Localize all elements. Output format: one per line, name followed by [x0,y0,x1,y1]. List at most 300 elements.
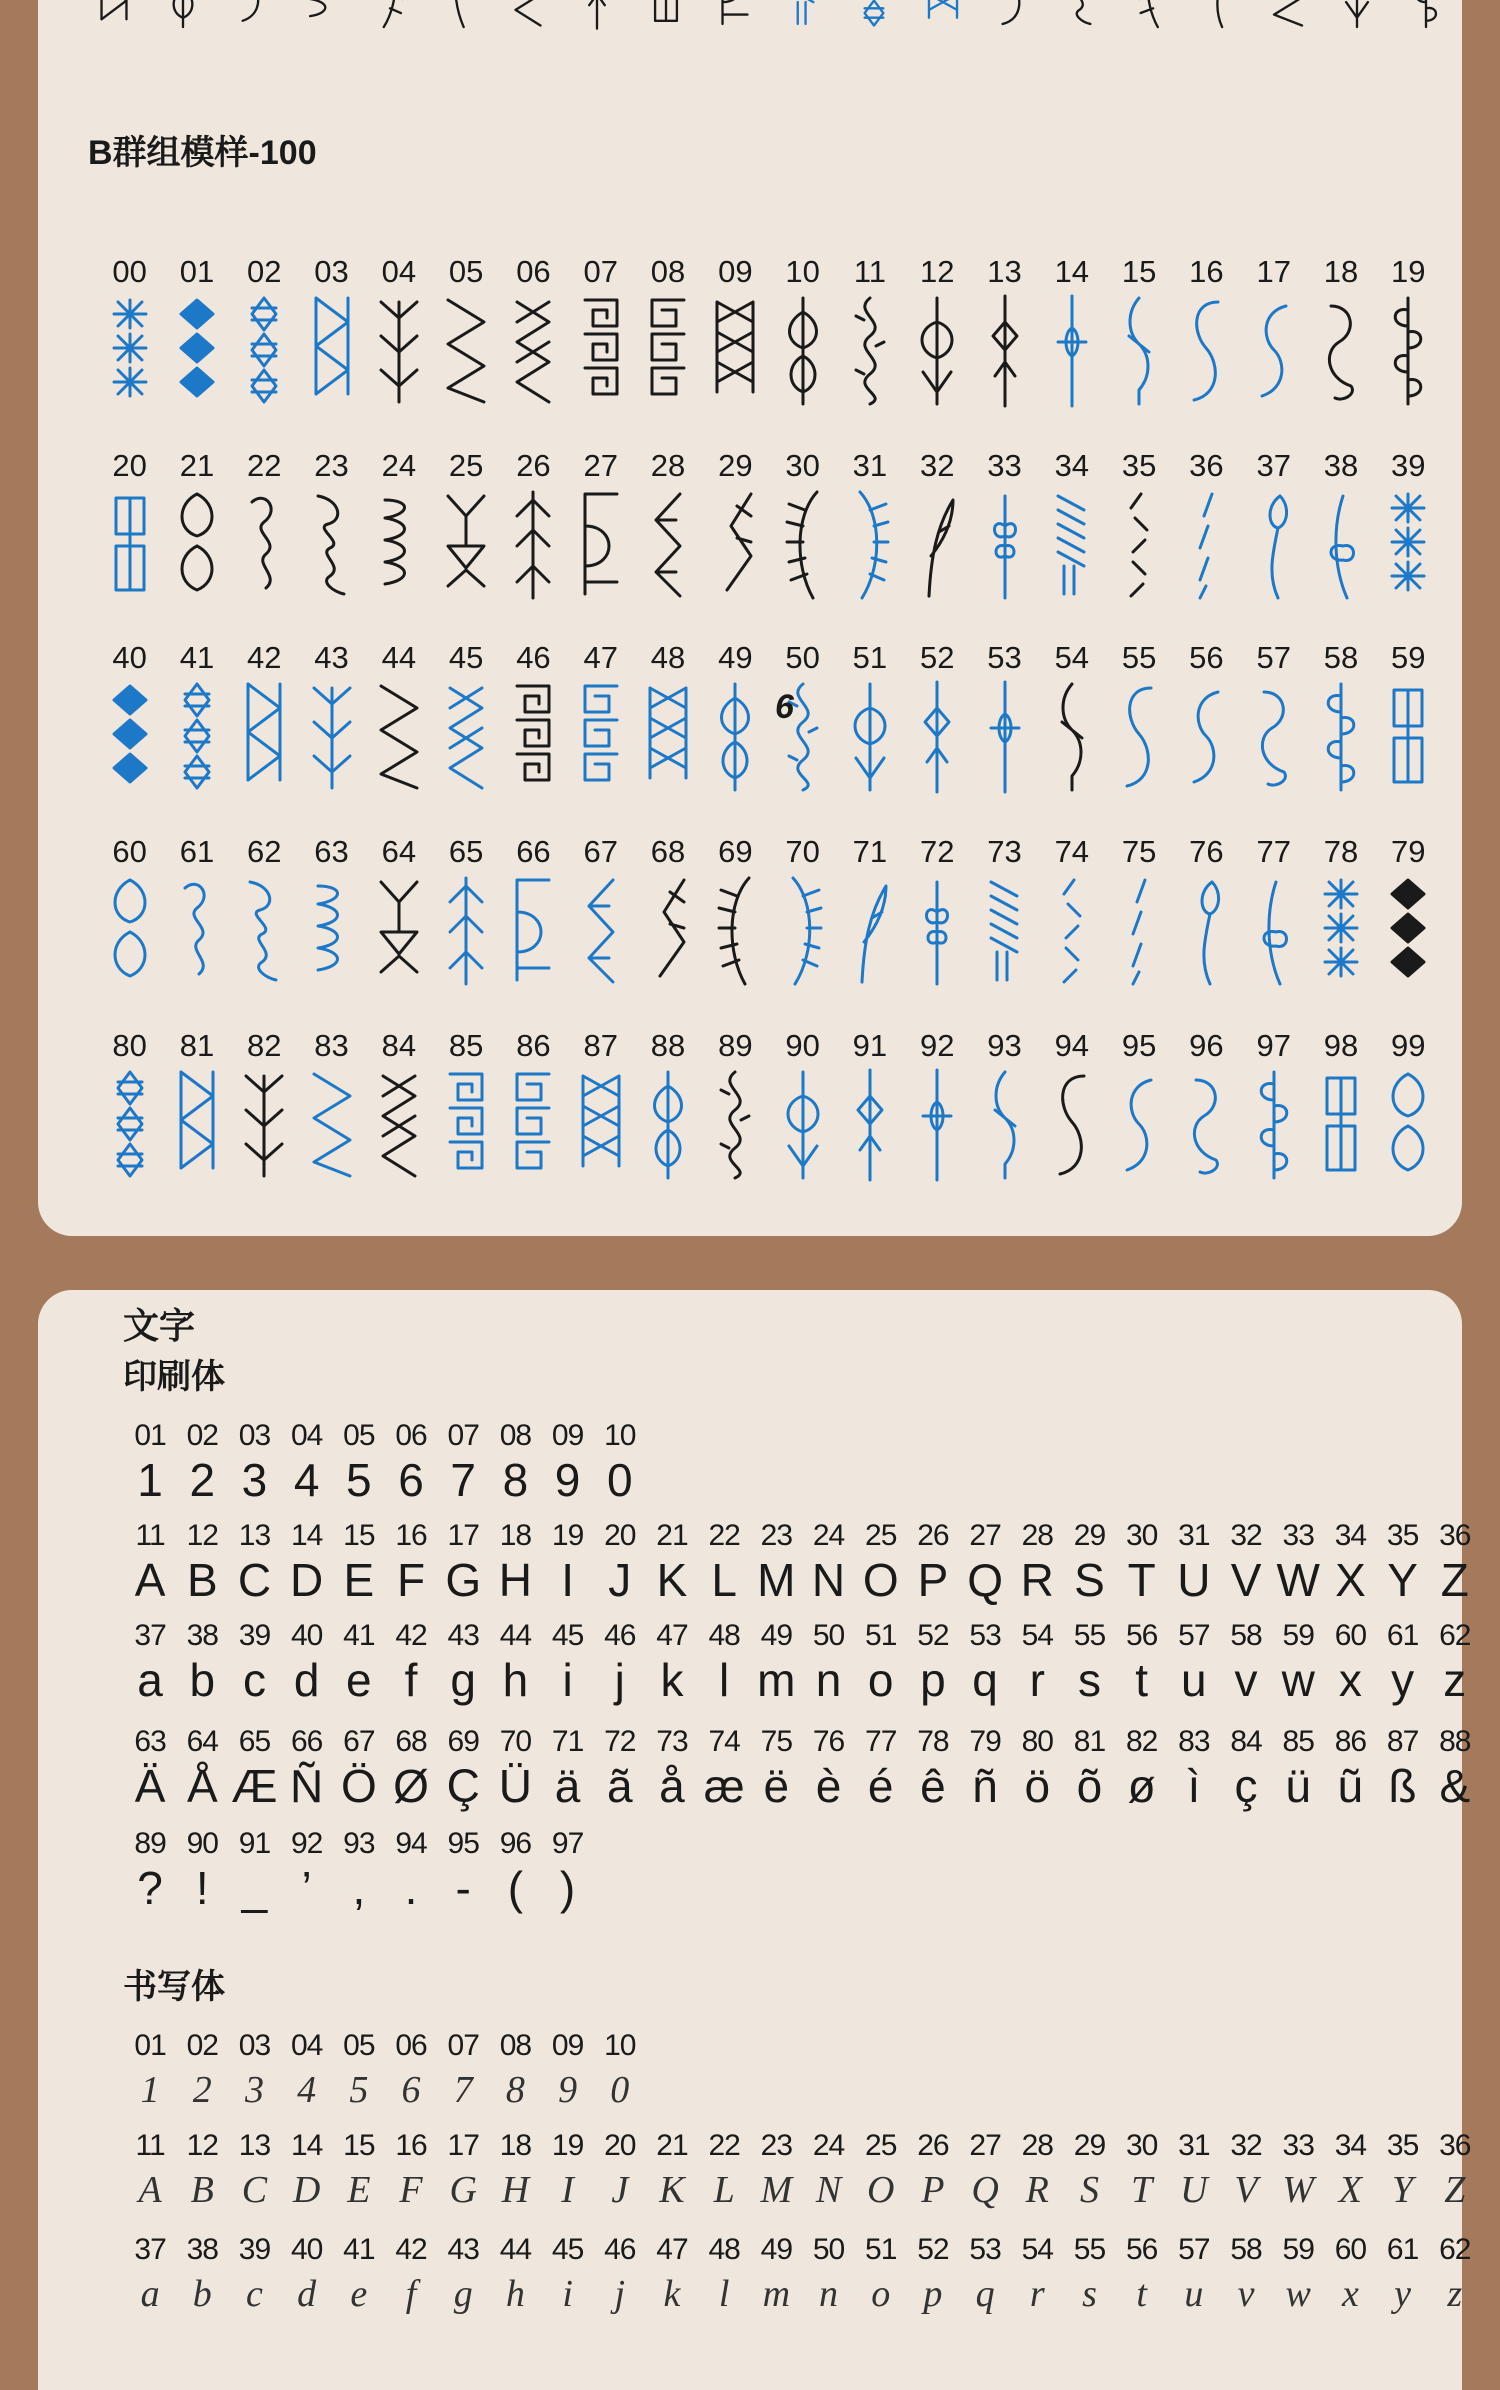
letter-number: 23 [760,1519,793,1552]
stitch-pattern-icon [1240,292,1307,410]
stitch-pattern-icon [1375,1066,1442,1184]
letter-glyph: Å [186,1760,218,1812]
letter-glyph: X [1335,1554,1366,1606]
stitch-pattern-icon [702,292,769,410]
letter-glyph: g [450,1654,477,1706]
letter-glyph: ä [554,1760,581,1812]
pattern-number: 77 [1256,834,1291,869]
pattern-number: 75 [1121,834,1157,869]
pattern-number: 99 [1391,1028,1426,1063]
pattern-number: 73 [987,834,1022,869]
letter-number: 01 [134,1419,166,1452]
letter-number: 82 [1125,1725,1158,1758]
letter-number: 62 [1439,1619,1471,1652]
stitch-pattern-icon [1307,292,1374,410]
stitch-pattern-icon [163,292,230,410]
letter-glyph: K [656,1554,688,1606]
letter-number: 51 [865,2233,897,2266]
letter-glyph: k [660,1654,684,1706]
pattern-number: 55 [1121,640,1157,675]
letter-number: 25 [865,2129,897,2162]
letter-number: 08 [499,2029,532,2062]
letter-glyph: é [867,1760,894,1812]
letter-glyph: 9 [558,2069,578,2111]
letter-glyph: ñ [972,1760,998,1812]
letter-glyph: U [1177,1554,1211,1606]
letter-number: 52 [917,1619,949,1652]
pattern-number: 27 [583,448,618,483]
letter-glyph: i [562,1654,573,1706]
pattern-number: 54 [1054,640,1090,675]
stitch-pattern-icon [365,872,432,990]
letter-number: 03 [238,1419,271,1452]
letter-glyph: 2 [189,1454,216,1506]
letter-number: 50 [812,1619,845,1652]
letter-number: 66 [290,1725,323,1758]
stitch-pattern-icon [432,678,499,796]
letter-number: 88 [1439,1725,1471,1758]
letter-number: 27 [969,1519,1001,1552]
letter-panel [38,1290,1471,2390]
stitch-pattern-icon [365,292,432,410]
pattern-number: 10 [785,254,820,289]
pattern-number: 42 [247,640,282,675]
letter-glyph: ! [195,1862,209,1914]
letter-number: 61 [1386,2233,1419,2266]
stitch-pattern-icon [904,292,971,410]
stitch-pattern-icon [904,678,971,796]
letter-number: 42 [395,1619,427,1652]
letter-number: 52 [917,2233,949,2266]
letter-glyph: x [1341,2273,1359,2315]
pattern-number: 13 [987,254,1022,289]
letter-glyph: l [719,1654,730,1706]
letter-number: 92 [290,1827,323,1860]
stitch-pattern-icon [432,872,499,990]
pattern-number: 78 [1323,834,1359,869]
stitch-pattern-icon [231,1066,298,1184]
letter-number: 54 [1021,1619,1053,1652]
pattern-number: 40 [112,640,147,675]
letter-number: 10 [604,1419,636,1452]
stitch-pattern-icon [1375,486,1442,604]
letter-glyph: q [975,2273,995,2315]
section-b-title: B群组模样-100 [88,134,317,172]
stitch-pattern-icon [298,872,365,990]
letter-number: 62 [1439,2233,1471,2266]
letter-glyph: ö [1024,1760,1051,1812]
letter-number: 51 [865,1619,897,1652]
letter-number: 61 [1386,1619,1419,1652]
stitch-pattern-icon [1173,292,1240,410]
partial-pattern-icon [90,0,138,52]
letter-number: 24 [812,2129,845,2162]
letter-number: 24 [812,1519,845,1552]
stitch-pattern-icon [1105,486,1172,604]
pattern-number: 01 [179,254,215,289]
pattern-number: 34 [1054,448,1090,483]
letter-glyph: h [502,1654,529,1706]
pattern-number: 33 [987,448,1022,483]
letter-glyph: R [1020,1554,1054,1606]
letter-number: 46 [604,2233,636,2266]
letter-number: 89 [134,1827,166,1860]
pattern-number: 83 [314,1028,349,1063]
letter-glyph: F [399,2169,423,2211]
pattern-number: 72 [919,834,955,869]
letter-number: 13 [238,1519,271,1552]
letter-row [124,2128,1481,2216]
letter-glyph: ( [507,1862,524,1914]
letter-number: 05 [343,1419,375,1452]
letter-number: 11 [135,2129,165,2162]
letter-number: 67 [343,1725,375,1758]
partial-pattern-icon [919,0,967,52]
pattern-number: 97 [1256,1028,1291,1063]
letter-number: 04 [290,2029,323,2062]
letter-number: 28 [1021,2129,1053,2162]
stitch-pattern-icon [432,292,499,410]
pattern-number: 92 [919,1028,955,1063]
pattern-number: 87 [583,1028,618,1063]
letter-glyph: ê [920,1760,946,1812]
letter-number: 15 [343,1519,375,1552]
stitch-pattern-icon [836,292,903,410]
letter-glyph: W [1282,2169,1315,2211]
letter-number: 23 [760,2129,793,2162]
letter-glyph: ë [763,1760,790,1812]
letter-glyph: H [498,1554,533,1606]
stitch-pattern-icon [231,486,298,604]
letter-number: 91 [238,1827,271,1860]
pattern-number: 90 [785,1028,820,1063]
stitch-pattern-icon [1240,486,1307,604]
letter-glyph: H [501,2169,530,2211]
partial-pattern-icon [711,0,759,52]
letter-row [124,1826,594,1914]
letter-number: 77 [865,1725,897,1758]
partial-pattern-icon [1264,0,1312,52]
pattern-number: 05 [448,254,484,289]
letter-glyph: õ [1076,1760,1103,1812]
pattern-number: 95 [1121,1028,1157,1063]
letter-number: 06 [395,1419,427,1452]
letter-glyph: i [562,2273,573,2315]
previous-pattern-row-fragment [90,0,1450,52]
letter-glyph: p [923,2273,943,2315]
letter-number: 34 [1334,1519,1367,1552]
pattern-number: 80 [112,1028,147,1063]
letter-glyph: M [757,1554,796,1606]
letter-number: 45 [551,2233,584,2266]
pattern-number: 08 [650,254,686,289]
letter-glyph: B [190,2169,214,2211]
letter-number: 29 [1073,2129,1106,2162]
letter-glyph: T [1127,1554,1156,1606]
stitch-pattern-icon [904,872,971,990]
stitch-pattern-icon [702,486,769,604]
letter-number: 20 [604,1519,636,1552]
letter-glyph: I [561,1554,574,1606]
letter-glyph: Z [1444,2169,1466,2211]
pattern-row [96,832,1442,990]
letter-number: 39 [238,2233,271,2266]
letter-number: 96 [499,1827,532,1860]
stitch-pattern-icon [567,872,634,990]
letter-glyph: o [867,1654,894,1706]
letter-glyph: v [1237,2273,1255,2315]
letter-glyph: Y [1387,1554,1418,1606]
letter-glyph: 8 [502,1454,529,1506]
stitch-pattern-icon [500,678,567,796]
stitch-pattern-icon [500,872,567,990]
pattern-number: 48 [650,640,686,675]
stitch-pattern-icon [1105,872,1172,990]
letter-glyph: e [346,1654,372,1706]
letter-number: 69 [447,1725,479,1758]
letter-number: 58 [1230,2233,1262,2266]
letter-number: 47 [656,1619,688,1652]
pattern-number: 44 [381,640,417,675]
letter-glyph: t [1136,2273,1147,2315]
pattern-number: 29 [718,448,753,483]
letter-glyph: A [134,1554,166,1606]
letter-number: 76 [812,1725,845,1758]
letter-number: 50 [812,2233,845,2266]
letter-glyph: E [343,1554,375,1606]
pattern-number: 68 [650,834,686,869]
letter-number: 90 [186,1827,218,1860]
letter-glyph: D [290,1554,324,1606]
pattern-number: 38 [1323,448,1359,483]
letter-number: 26 [917,1519,949,1552]
letter-glyph: q [972,1654,998,1706]
pattern-panel-b [38,0,1462,1236]
partial-pattern-icon [366,0,414,52]
stitch-pattern-icon [634,678,701,796]
letter-number: 84 [1230,1725,1262,1758]
letter-glyph: 6 [401,2069,421,2111]
stitch-pattern-icon [769,872,836,990]
letter-number: 25 [865,1519,897,1552]
overlay-label: 6 [775,688,794,726]
pattern-number: 17 [1256,254,1291,289]
pattern-number: 00 [112,254,147,289]
pattern-number: 47 [583,640,618,675]
pattern-number: 62 [247,834,282,869]
stitch-pattern-icon [163,678,230,796]
letter-number: 43 [447,1619,479,1652]
stitch-pattern-icon [163,872,230,990]
stitch-pattern-icon [1375,678,1442,796]
pattern-number: 71 [852,834,888,869]
letter-number: 49 [760,1619,793,1652]
stitch-pattern-icon [96,678,163,796]
pattern-number: 70 [785,834,820,869]
letter-glyph: s [1077,1654,1101,1706]
partial-pattern-icon [642,0,690,52]
pattern-number: 98 [1323,1028,1359,1063]
letter-glyph: 9 [554,1454,581,1506]
letter-number: 29 [1073,1519,1106,1552]
pattern-number: 53 [987,640,1022,675]
letter-number: 72 [604,1725,636,1758]
stitch-pattern-icon [1105,292,1172,410]
partial-pattern-icon [573,0,621,52]
letter-glyph: Z [1440,1554,1469,1606]
letter-number: 30 [1125,2129,1158,2162]
pattern-number: 65 [448,834,484,869]
letter-glyph: ’ [301,1862,312,1914]
stitch-pattern-icon [567,486,634,604]
letter-glyph: 5 [346,1454,372,1506]
letter-number: 59 [1282,2233,1314,2266]
letter-glyph: è [815,1760,842,1812]
letter-number: 19 [551,2129,584,2162]
letter-glyph: s [1082,2273,1097,2315]
letter-glyph: . [404,1862,418,1914]
letter-number: 54 [1021,2233,1053,2266]
pattern-number: 26 [516,448,551,483]
letter-glyph: ß [1388,1760,1417,1812]
stitch-pattern-icon [971,486,1038,604]
letter-number: 09 [551,1419,584,1452]
pattern-number: 30 [785,448,820,483]
letter-row [124,2028,646,2116]
pattern-number: 46 [516,640,551,675]
letter-number: 01 [134,2029,166,2062]
pattern-number: 61 [179,834,215,869]
letter-glyph: w [1281,1654,1315,1706]
pattern-number: 58 [1323,640,1359,675]
letter-glyph: l [718,2273,730,2315]
stitch-pattern-icon [1038,292,1105,410]
partial-pattern-icon [1126,0,1174,52]
letter-number: 65 [238,1725,271,1758]
letter-row [124,1618,1481,1706]
letter-number: 16 [395,1519,427,1552]
letter-glyph: Ä [134,1760,166,1812]
letter-number: 07 [447,1419,479,1452]
stitch-pattern-icon [1173,1066,1240,1184]
letter-glyph: f [404,1654,418,1706]
letter-number: 81 [1073,1725,1106,1758]
letter-glyph: L [713,2169,735,2211]
letter-number: 60 [1334,2233,1367,2266]
stitch-pattern-icon [1173,872,1240,990]
letter-glyph: æ [703,1760,745,1812]
letter-glyph: E [347,2169,371,2211]
letter-number: 34 [1334,2129,1367,2162]
letter-number: 21 [656,1519,688,1552]
letter-glyph: Q [971,2169,999,2211]
letter-number: 36 [1439,1519,1471,1552]
partial-pattern-icon [1402,0,1450,52]
letter-glyph: S [1079,2169,1099,2211]
letter-number: 94 [395,1827,427,1860]
letter-number: 55 [1073,2233,1106,2266]
letter-glyph: Ø [393,1760,429,1812]
pattern-number: 89 [718,1028,753,1063]
stitch-pattern-icon [96,872,163,990]
letter-number: 03 [238,2029,271,2062]
letter-glyph: D [292,2169,321,2211]
letter-number: 02 [186,2029,218,2062]
pattern-number: 91 [852,1028,888,1063]
letter-glyph: t [1135,1654,1149,1706]
stitch-pattern-icon [298,1066,365,1184]
letter-number: 59 [1282,1619,1314,1652]
pattern-number: 12 [919,254,955,289]
letter-number: 37 [134,1619,166,1652]
letter-glyph: x [1338,1654,1362,1706]
letter-glyph: g [453,2273,473,2315]
pattern-row [96,1026,1442,1184]
letter-glyph: ã [606,1760,633,1812]
pattern-number: 63 [314,834,349,869]
pattern-number: 24 [381,448,417,483]
letter-number: 86 [1334,1725,1367,1758]
letter-number: 13 [238,2129,271,2162]
letter-number: 79 [969,1725,1001,1758]
letter-number: 15 [343,2129,375,2162]
stitch-pattern-icon [500,292,567,410]
stitch-pattern-icon [432,1066,499,1184]
letter-row [124,1518,1481,1606]
stitch-pattern-icon [365,678,432,796]
stitch-pattern-icon [231,872,298,990]
stitch-pattern-icon [96,1066,163,1184]
pattern-number: 84 [381,1028,417,1063]
letter-number: 16 [395,2129,427,2162]
letter-glyph: ? [137,1862,163,1914]
letter-number: 48 [708,2233,740,2266]
pattern-number: 07 [583,254,618,289]
letter-glyph: N [815,2169,842,2211]
stitch-pattern-icon [634,292,701,410]
stitch-pattern-icon [365,1066,432,1184]
partial-pattern-icon [1057,0,1105,52]
pattern-number: 64 [381,834,417,869]
letter-number: 56 [1125,1619,1158,1652]
letter-glyph: R [1025,2169,1049,2211]
letter-number: 38 [186,2233,218,2266]
pattern-number: 51 [852,640,888,675]
letter-number: 44 [499,1619,532,1652]
letter-glyph: - [455,1862,471,1914]
stitch-pattern-icon [769,292,836,410]
letter-number: 64 [186,1725,218,1758]
letter-number: 44 [499,2233,532,2266]
letter-glyph: ì [1187,1760,1201,1812]
letter-number: 48 [708,1619,740,1652]
letter-glyph: , [352,1862,366,1914]
stitch-pattern-icon [702,1066,769,1184]
letter-glyph: C [237,1554,272,1606]
letter-number: 87 [1386,1725,1419,1758]
letter-number: 17 [447,1519,479,1552]
pattern-number: 25 [448,448,484,483]
letter-row [124,1418,646,1506]
letter-number: 19 [551,1519,584,1552]
pattern-number: 15 [1121,254,1157,289]
letter-glyph: y [1391,1654,1415,1706]
letter-glyph: O [866,2169,895,2211]
letter-glyph: M [760,2169,793,2211]
stitch-pattern-icon [1105,1066,1172,1184]
pattern-number: 21 [179,448,215,483]
partial-pattern-icon [1195,0,1243,52]
